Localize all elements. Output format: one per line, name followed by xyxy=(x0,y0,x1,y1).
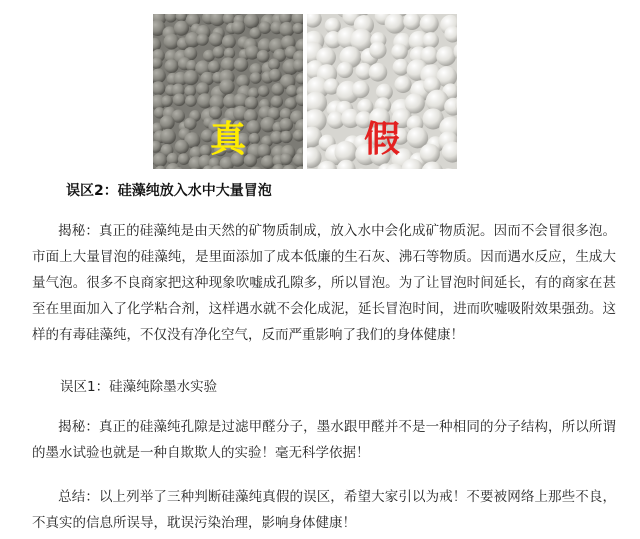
pellet xyxy=(153,38,161,51)
summary-body-text: 总结：以上列举了三种判断硅藻纯真假的误区，希望大家引以为戒！不要被网络上那些不良，不真实的信息所误导，耽误污染治理，影响身体健康！ xyxy=(32,489,616,531)
pellet xyxy=(245,96,258,109)
pellet xyxy=(173,93,186,106)
pellet xyxy=(213,46,225,58)
pellet xyxy=(153,68,166,83)
pellet xyxy=(393,59,410,76)
pellet xyxy=(440,168,457,169)
pellet xyxy=(153,81,165,95)
pellet xyxy=(165,59,179,73)
pellet xyxy=(293,23,303,34)
pellet xyxy=(185,95,197,107)
pellet xyxy=(337,62,353,78)
pellet xyxy=(385,14,405,34)
pellet xyxy=(285,97,297,109)
pellet xyxy=(394,76,411,93)
pellet xyxy=(271,95,283,107)
pellet xyxy=(164,34,180,50)
pellet xyxy=(286,85,298,97)
pellet xyxy=(295,166,303,169)
pellet xyxy=(209,32,223,46)
section2-body-text: 揭秘：真正的硅藻纯是由天然的矿物质制成，放入水中会化成矿物质泥。因而不会冒很多泡。市面上大量冒泡的硅藻纯，是里面添加了成本低廉的生石灰、沸石等物质。因而遇水反应，生成大量气泡。很多不良商家把这种现象吹嘘成孔隙多，所以冒泡。为了让冒泡时间延长，有的商家在甚至在里面加入了化学粘合剂，这样遇水就不会化成泥，延长冒泡时间，进而吹嘘吸附效果强劲。这样的有毒硅藻纯，不仅没有净化空气，反而严重影响了我们的身体健康！ xyxy=(32,223,616,343)
pellet xyxy=(403,14,421,30)
real-diatomite-image xyxy=(153,14,303,169)
section1-body-text: 揭秘：真正的硅藻纯孔隙是过滤甲醛分子，墨水跟甲醛并不是一种相同的分子结构，所以所谓的墨水试验也就是一种自欺欺人的实验！毫无科学依据！ xyxy=(32,419,616,461)
pellet xyxy=(269,69,282,82)
pellet xyxy=(176,14,187,22)
pellet xyxy=(279,22,294,37)
pellet xyxy=(420,14,439,33)
section1-title: 误区1：硅藻纯除墨水实验 xyxy=(60,379,218,395)
pellet xyxy=(210,14,225,26)
pellet xyxy=(208,60,221,73)
pellet xyxy=(271,83,284,96)
pellet xyxy=(307,168,310,169)
pellet xyxy=(196,82,209,95)
pellet xyxy=(258,85,270,97)
pellet xyxy=(391,44,408,61)
comparison-images xyxy=(0,0,640,170)
pellet xyxy=(296,73,303,84)
pellet xyxy=(369,63,388,82)
pellet xyxy=(222,35,236,49)
pellet xyxy=(183,70,198,85)
pellet xyxy=(234,57,248,71)
real-label: 真 xyxy=(209,119,246,160)
pellet xyxy=(161,95,173,107)
section1-body xyxy=(32,414,616,466)
pellet xyxy=(250,72,262,84)
pellet xyxy=(224,48,235,59)
pellet xyxy=(268,59,280,71)
pellet xyxy=(352,81,370,99)
pellet xyxy=(219,79,234,94)
pellet xyxy=(369,42,386,59)
pellet xyxy=(231,21,245,35)
pellet xyxy=(174,21,189,36)
pellet xyxy=(221,57,236,72)
pellet xyxy=(307,14,322,28)
pellet xyxy=(257,50,270,63)
pellet xyxy=(165,14,177,23)
fake-diatomite-image xyxy=(307,14,457,169)
pellet xyxy=(197,34,209,46)
pellet xyxy=(244,14,259,28)
pellet xyxy=(259,21,272,34)
pellet xyxy=(436,46,456,66)
pellet xyxy=(423,32,439,48)
section2-title: 误区2：硅藻纯放入水中大量冒泡 xyxy=(66,183,272,199)
fake-label: 假 xyxy=(363,119,400,160)
section2-body xyxy=(32,218,616,348)
summary-body xyxy=(32,484,616,536)
